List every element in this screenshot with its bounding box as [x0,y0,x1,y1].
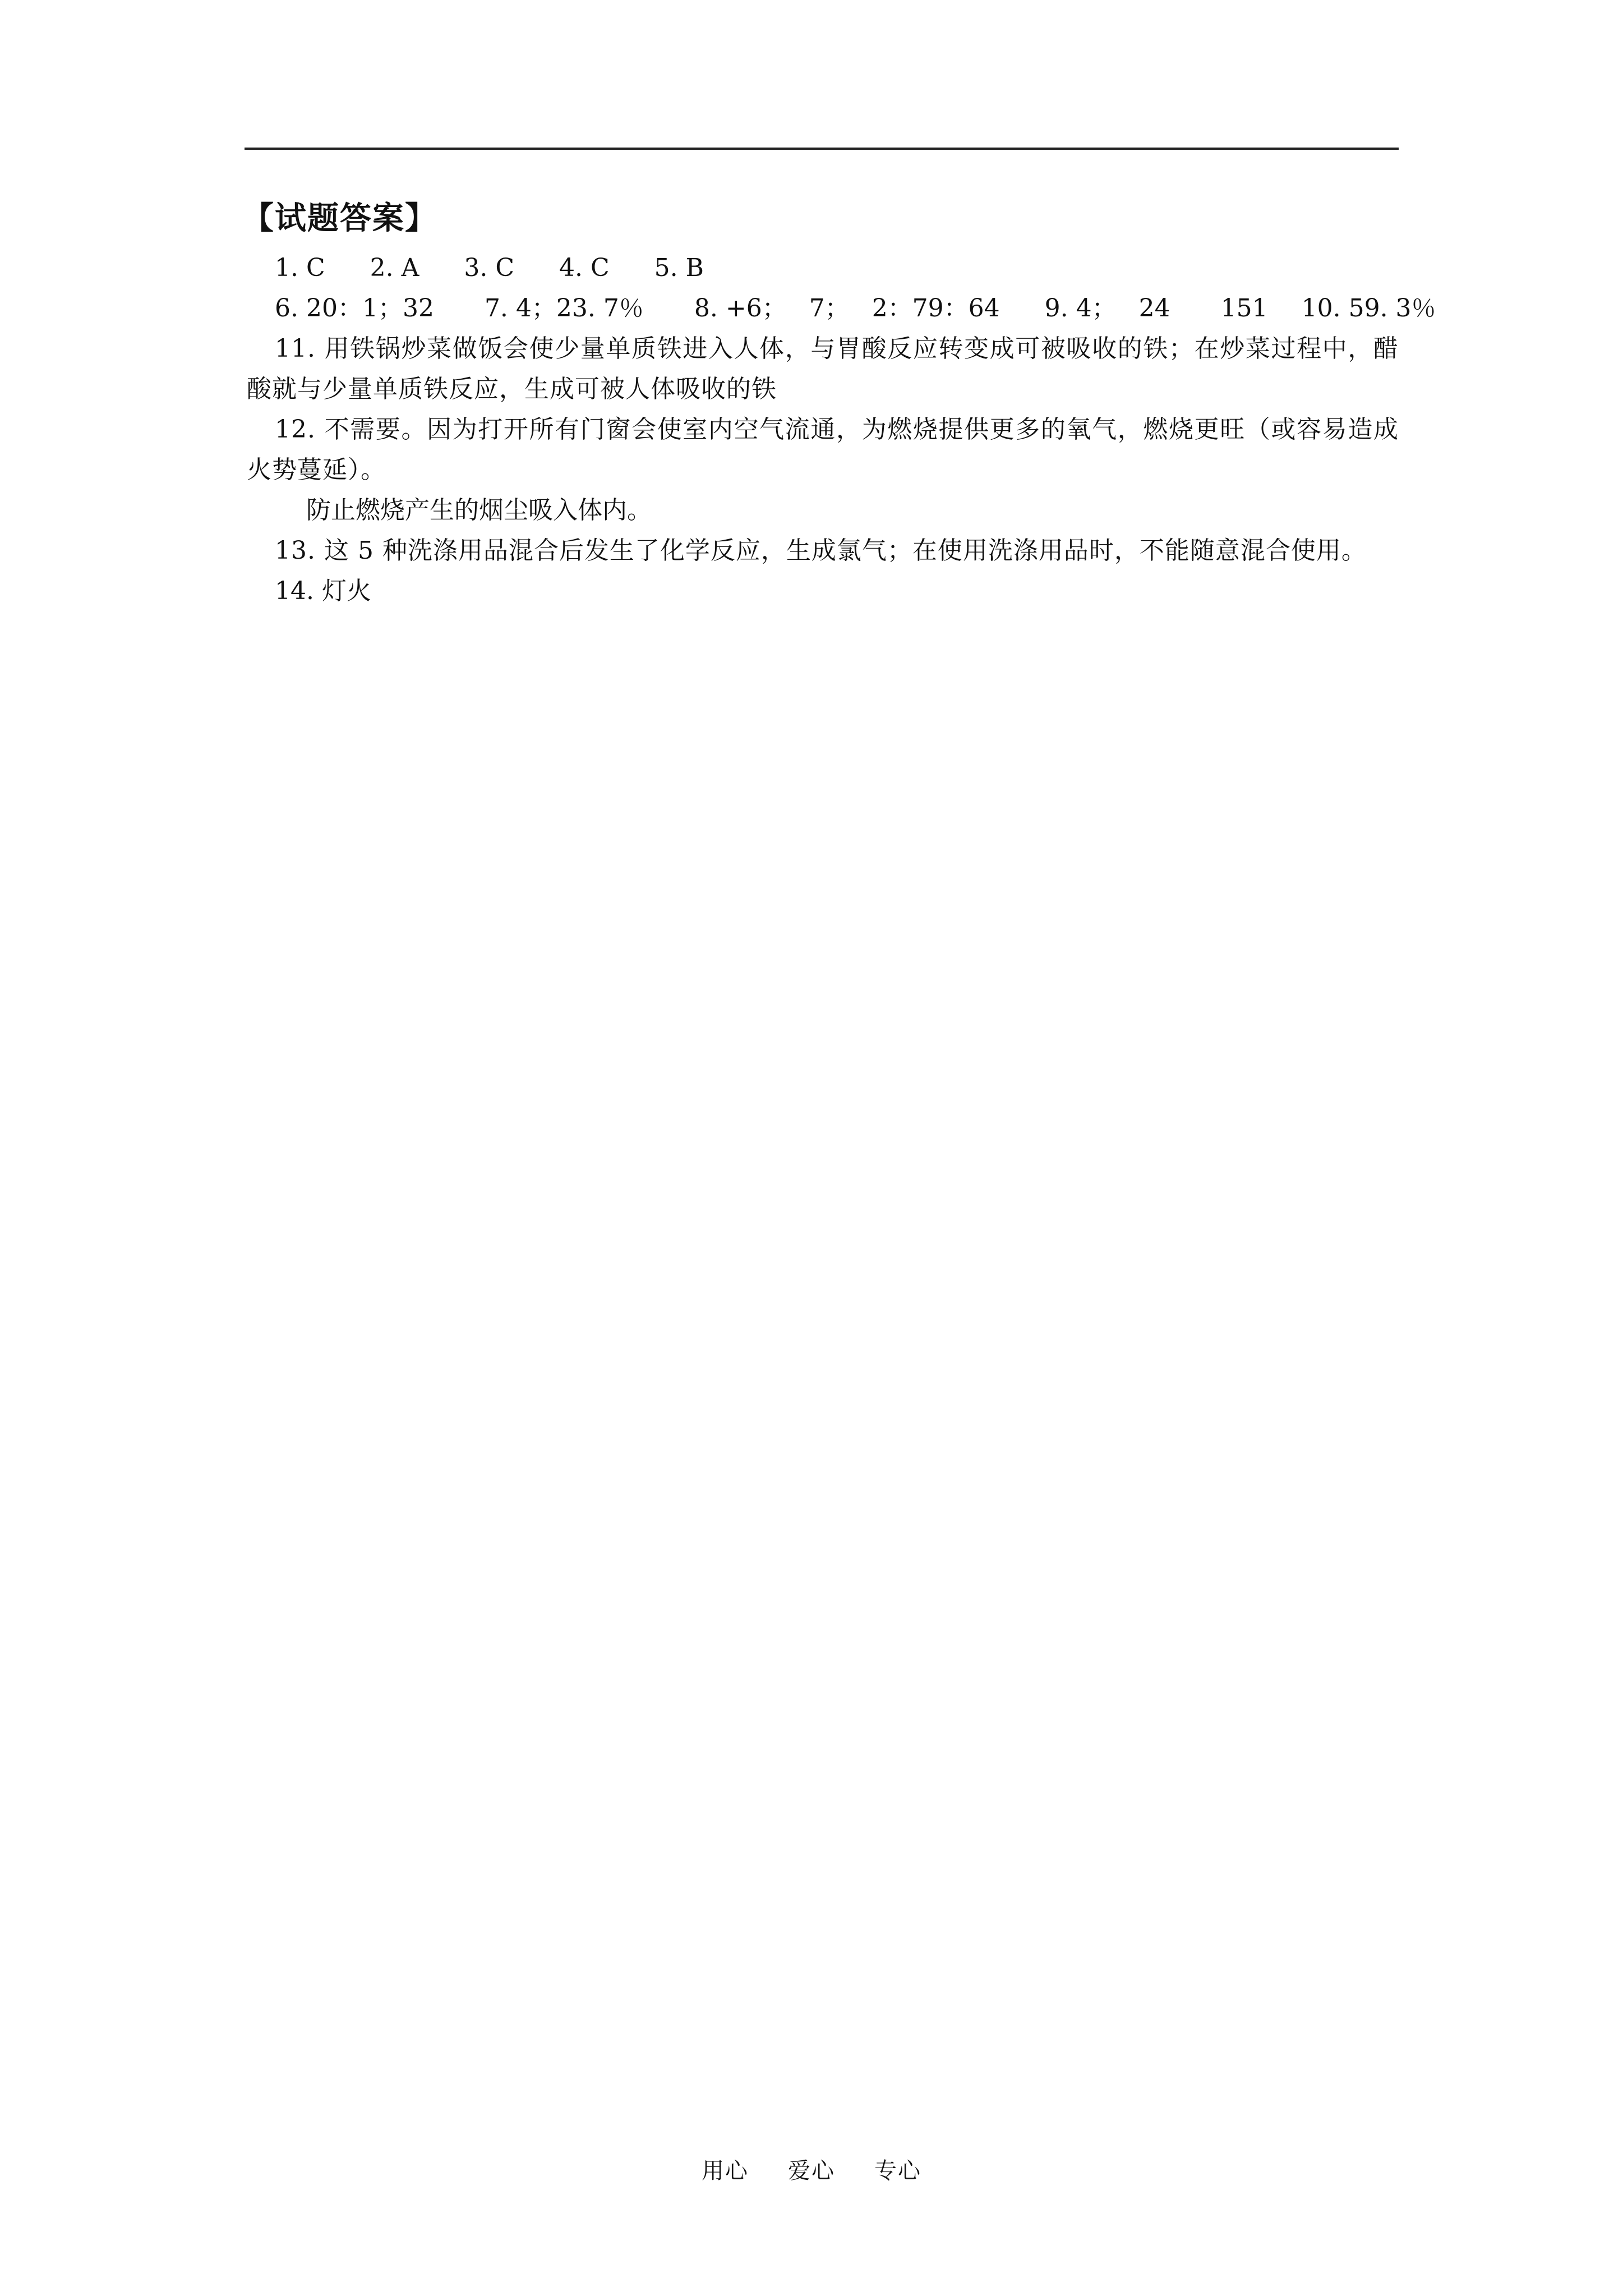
answer-9-part-3: 151 [1220,294,1268,323]
answer-11: 11. 用铁锅炒菜做饭会使少量单质铁进入人体，与胃酸反应转变成可被吸收的铁；在炒菜过程中，醋酸就与少量单质铁反应，生成可被人体吸收的铁 [247,334,1399,403]
answer-2: 2. A [370,254,419,282]
answer-8-part-3: 2：79：64 [872,294,1000,323]
answer-12-continued: 防止燃烧产生的烟尘吸入体内。 [306,496,652,524]
answer-12: 12. 不需要。因为打开所有门窗会使室内空气流通，为燃烧提供更多的氧气，燃烧更旺（或容易造成火势蔓延）。 [247,415,1399,484]
answer-9-part-2: 24 [1138,294,1170,323]
answers-row-1 [247,248,1399,288]
answer-8-part-1: 8. +6； [694,294,787,323]
header-rule [245,148,1399,150]
answer-14: 14. 灯火 [275,577,371,605]
footer-text-1: 用心 [702,2158,749,2184]
answer-9-part-1: 9. 4； [1044,294,1117,323]
answer-8-part-2: 7； [809,294,850,323]
answer-10: 10. 59. 3％ [1301,294,1436,323]
answer-13: 13. 这 5 种洗涤用品混合后发生了化学反应，生成氯气；在使用洗涤用品时，不能随意混合使用。 [275,536,1367,565]
answer-6: 6. 20：1；32 [275,294,434,323]
answer-1: 1. C [275,254,325,282]
footer-text-2: 爱心 [788,2158,835,2184]
section-title: 【试题答案】 [242,200,437,237]
answer-4: 4. C [559,254,610,282]
answer-7: 7. 4；23. 7％ [484,294,644,323]
answer-5: 5. B [654,254,704,282]
answer-content [242,197,1436,611]
answers-row-2 [247,288,1436,329]
footer-text-3: 专心 [874,2158,921,2184]
page-footer [0,2154,1623,2188]
answer-3: 3. C [464,254,515,282]
